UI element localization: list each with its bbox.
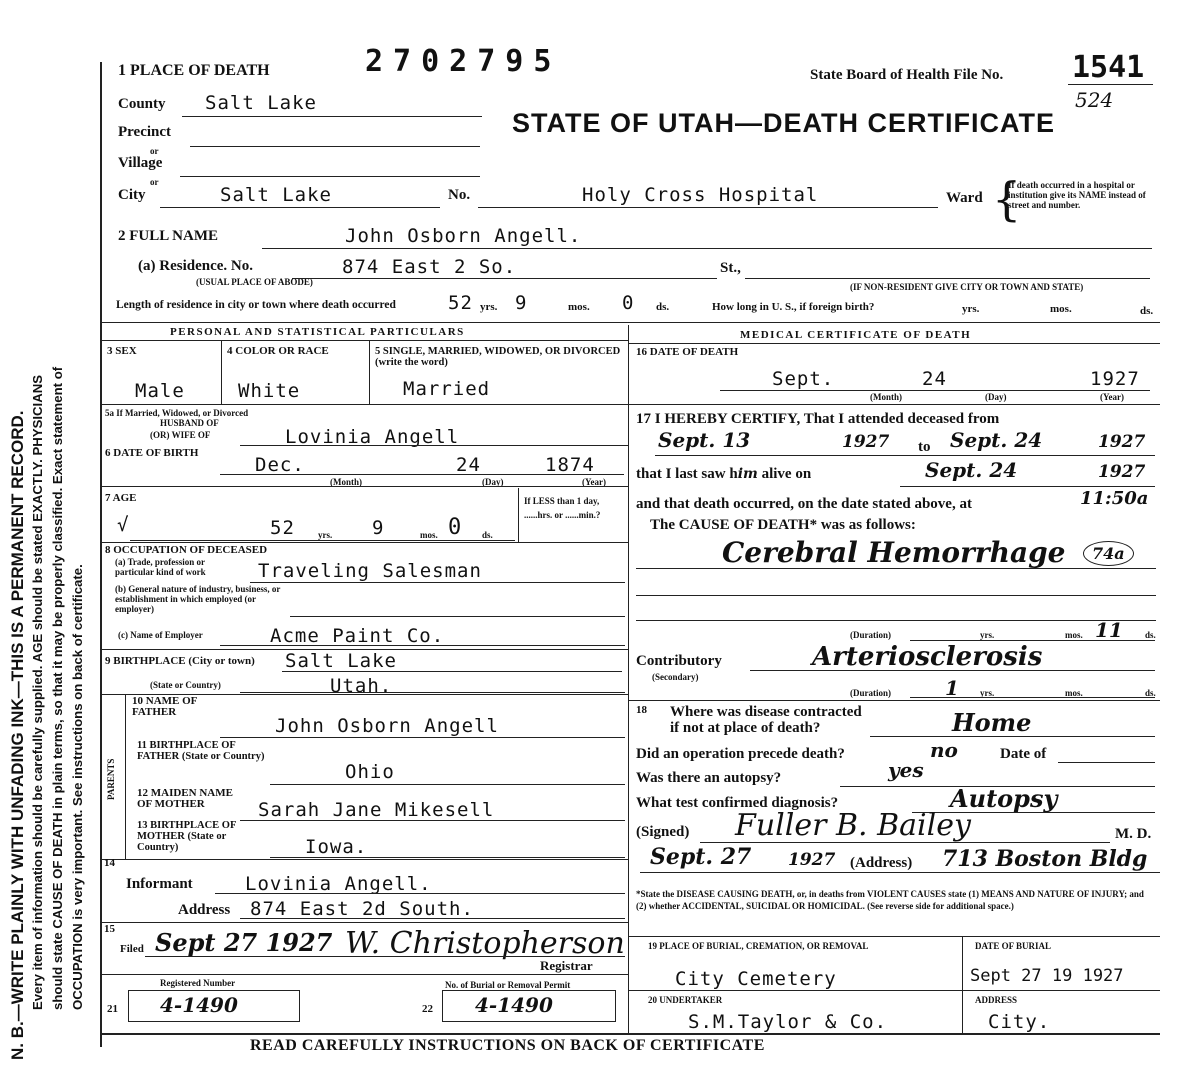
sign-date: Sept. 27 xyxy=(650,844,752,870)
dob-year-label: (Year) xyxy=(582,477,606,487)
birthplace-city: Salt Lake xyxy=(285,650,397,672)
file-no-label: State Board of Health File No. xyxy=(810,67,1004,83)
dod-day: 24 xyxy=(922,368,947,390)
us-mos-label: mos. xyxy=(1050,303,1072,315)
contributory-label: Contributory xyxy=(636,653,722,669)
informant-address: 874 East 2d South. xyxy=(250,898,474,920)
age-mos-label: mos. xyxy=(420,530,438,540)
or-1: or xyxy=(150,146,159,156)
burial-date-value: Sept 27 19 1927 xyxy=(970,966,1124,986)
age-ds-label: ds. xyxy=(482,530,493,540)
dod-year: 1927 xyxy=(1090,368,1140,390)
ward-note: If death occurred in a hospital or institution give its NAME instead of street and number. xyxy=(1008,180,1146,210)
hospital-value: Holy Cross Hospital xyxy=(582,184,819,206)
sign-year: 1927 xyxy=(788,850,836,870)
n18-label: 18 xyxy=(636,704,647,716)
dod-year-label: (Year) xyxy=(1100,392,1124,402)
medical-section-title: MEDICAL CERTIFICATE OF DEATH xyxy=(740,329,972,341)
cause-text: The CAUSE OF DEATH* was as follows: xyxy=(650,517,916,533)
sign-address: 713 Boston Bldg xyxy=(942,846,1148,872)
registrar-label: Registrar xyxy=(540,958,593,973)
dur-mos-value: 11 xyxy=(1095,618,1123,642)
autopsy-text: Was there an autopsy? xyxy=(636,770,782,786)
length-ds: 0 xyxy=(622,292,635,314)
operation-value: no xyxy=(930,738,958,762)
cause-value: Cerebral Hemorrhage xyxy=(722,536,1066,569)
mother-birthplace-label: 13 BIRTHPLACE OF MOTHER (State or Country) xyxy=(137,820,237,853)
undertaker-value: S.M.Taylor & Co. xyxy=(688,1011,888,1033)
last-saw-year: 1927 xyxy=(1098,462,1146,482)
city-value: Salt Lake xyxy=(220,184,332,206)
footnote: *State the DISEASE CAUSING DEATH, or, in deaths from VIOLENT CAUSES state (1) MEANS AND NATURE OF INJURY; and (2) whether ACCIDENTAL, SUICIDAL OR HOMICIDAL. (See reverse side for additional space.) xyxy=(636,889,1144,911)
n21-label: 21 xyxy=(107,1003,118,1015)
last-saw-text: that I last saw him alive on xyxy=(636,466,812,482)
birthplace-state-label: (State or Country) xyxy=(150,680,221,690)
age-ds: 0 xyxy=(448,515,463,540)
occupation-value: Traveling Salesman xyxy=(258,560,482,582)
duration2-label: (Duration) xyxy=(850,688,891,698)
length-mos: 9 xyxy=(515,292,528,314)
marital-value: Married xyxy=(403,378,491,400)
attended-from: Sept. 13 xyxy=(658,428,751,452)
color-value: White xyxy=(238,380,301,402)
test-value: Autopsy xyxy=(950,784,1058,813)
attended-from-year: 1927 xyxy=(842,432,890,452)
birthplace-label: 9 BIRTHPLACE (City or town) xyxy=(105,655,255,667)
file-no-2: 524 xyxy=(1075,88,1114,112)
dur-yrs-label: yrs. xyxy=(980,630,995,640)
mother-birthplace: Iowa. xyxy=(305,836,368,858)
autopsy-value: yes xyxy=(888,758,924,782)
duration-label: (Duration) xyxy=(850,630,891,640)
father-value: John Osborn Angell xyxy=(275,715,499,737)
mother-label: 12 MAIDEN NAME OF MOTHER xyxy=(137,787,233,810)
contracted-text-2: if not at place of death? xyxy=(670,720,821,736)
place-of-death-label: 1 PLACE OF DEATH xyxy=(118,62,270,79)
page-title: STATE OF UTAH—DEATH CERTIFICATE xyxy=(512,108,1055,138)
to-label: to xyxy=(918,439,931,455)
length-yrs-label: yrs. xyxy=(480,301,498,313)
city-label: City xyxy=(118,187,146,203)
death-occurred-text: and that death occurred, on the date stated above, at xyxy=(636,496,972,512)
spouse-label-a: 5a If Married, Widowed, or Divorced xyxy=(105,408,249,418)
village-label: Village xyxy=(118,155,163,171)
side-note-line2: Every item of information should be carefully supplied. AGE should be stated EXACTLY. PHYSICIANS xyxy=(30,374,45,1010)
age-less-label: If LESS than 1 day, ......hrs. or ......min.? xyxy=(524,496,601,520)
age-yrs: 52 xyxy=(270,517,295,539)
side-notes xyxy=(0,0,96,1075)
full-name-label: 2 FULL NAME xyxy=(118,228,219,244)
side-note-line1: N. B.—WRITE PLAINLY WITH UNFADING INK—THIS IS A PERMANENT RECORD. xyxy=(8,410,27,1060)
burial-permit-value: 4-1490 xyxy=(475,993,553,1017)
test-text: What test confirmed diagnosis? xyxy=(636,795,839,811)
dur-mos-label: mos. xyxy=(1065,630,1083,640)
registrar-signature: W. Christopherson xyxy=(345,926,625,961)
signed-label: (Signed) xyxy=(636,824,690,840)
md-label: M. D. xyxy=(1115,826,1152,842)
employer-label: (c) Name of Employer xyxy=(118,630,203,640)
length-yrs: 52 xyxy=(448,292,473,314)
ward-label: Ward xyxy=(946,190,983,206)
sex-label: 3 SEX xyxy=(107,345,137,357)
footer-instructions: READ CAREFULLY INSTRUCTIONS ON BACK OF CERTIFICATE xyxy=(250,1037,765,1054)
dur2-yrs-value: 1 xyxy=(945,676,959,700)
father-birthplace: Ohio xyxy=(345,761,395,783)
father-label: 10 NAME OF FATHER xyxy=(132,695,197,718)
or-2: or xyxy=(150,177,159,187)
us-yrs-label: yrs. xyxy=(962,303,980,315)
n15-label: 15 xyxy=(104,923,115,935)
birthplace-state: Utah. xyxy=(330,675,393,697)
dob-year: 1874 xyxy=(545,454,595,476)
reg-num-value: 4-1490 xyxy=(160,993,238,1017)
dob-month-label: (Month) xyxy=(330,477,362,487)
informant-label: Informant xyxy=(126,876,193,892)
occupation-label: 8 OCCUPATION OF DECEASED xyxy=(105,544,268,556)
n14-label: 14 xyxy=(104,857,115,869)
dob-label: 6 DATE OF BIRTH xyxy=(105,447,199,459)
dob-month: Dec. xyxy=(255,454,305,476)
sign-address-label: (Address) xyxy=(850,855,913,871)
side-note-line4: OCCUPATION is very important. See instructions on back of certificate. xyxy=(70,564,85,1010)
dod-month: Sept. xyxy=(772,368,835,390)
mother-value: Sarah Jane Mikesell xyxy=(258,799,495,821)
employer-value: Acme Paint Co. xyxy=(270,625,445,647)
full-name-value: John Osborn Angell. xyxy=(345,225,582,247)
dob-day-label: (Day) xyxy=(482,477,504,487)
undertaker-label: 20 UNDERTAKER xyxy=(648,995,723,1005)
parents-label: PARENTS xyxy=(106,758,116,800)
age-label: 7 AGE xyxy=(105,492,137,504)
length-mos-label: mos. xyxy=(568,301,590,313)
father-birthplace-label: 11 BIRTHPLACE OF FATHER (State or Country) xyxy=(137,740,265,762)
precinct-label: Precinct xyxy=(118,124,172,140)
date-of-label: Date of xyxy=(1000,746,1047,762)
death-time: 11:50a xyxy=(1080,488,1149,509)
burial-date-label: DATE OF BURIAL xyxy=(975,941,1052,951)
last-saw-date: Sept. 24 xyxy=(925,458,1018,482)
burial-permit-label: No. of Burial or Removal Permit xyxy=(445,980,571,990)
contributory-value: Arteriosclerosis xyxy=(812,642,1043,672)
certificate-number: 2702795 xyxy=(365,44,562,79)
reg-num-label: Registered Number xyxy=(160,978,236,988)
length-ds-label: ds. xyxy=(656,301,670,313)
personal-section-title: PERSONAL AND STATISTICAL PARTICULARS xyxy=(170,326,465,338)
operation-text: Did an operation precede death? xyxy=(636,746,845,762)
filed-label: Filed xyxy=(120,943,144,955)
informant-address-label: Address xyxy=(178,902,231,918)
undertaker-address-label: ADDRESS xyxy=(975,995,1018,1005)
dur2-mos-label: mos. xyxy=(1065,688,1083,698)
dod-label: 16 DATE OF DEATH xyxy=(636,346,739,358)
cause-code: 74a xyxy=(1083,541,1134,566)
occupation-b-label: (b) General nature of industry, business, or establishment in which employed (or employer) xyxy=(115,584,281,614)
burial-place-label: 19 PLACE OF BURIAL, CREMATION, OR REMOVAL xyxy=(648,941,869,951)
us-ds-label: ds. xyxy=(1140,305,1154,317)
age-mos: 9 xyxy=(372,517,385,539)
residence-label: (a) Residence. No. xyxy=(138,258,253,274)
dod-day-label: (Day) xyxy=(985,392,1007,402)
side-note-line3: should state CAUSE OF DEATH in plain terms, so that it may be properly classified. Exact statement of xyxy=(50,366,65,1010)
age-yrs-label: yrs. xyxy=(318,530,333,540)
filed-date: Sept 27 1927 xyxy=(155,928,333,957)
physician-signature: Fuller B. Bailey xyxy=(735,808,971,843)
spouse-value: Lovinia Angell xyxy=(285,426,460,448)
sex-value: Male xyxy=(135,380,185,402)
informant-value: Lovinia Angell. xyxy=(245,873,432,895)
dur2-yrs-label: yrs. xyxy=(980,688,995,698)
certify-text: 17 I HEREBY CERTIFY, That I attended deceased from xyxy=(636,411,1000,427)
age-check: √ xyxy=(117,514,130,536)
ward-brace: { xyxy=(992,172,1022,226)
contracted-text: Where was disease contracted xyxy=(670,704,862,720)
spouse-label-c: (OR) WIFE OF xyxy=(150,430,211,440)
dod-month-label: (Month) xyxy=(870,392,902,402)
us-label: How long in U. S., if foreign birth? xyxy=(712,301,875,313)
dur2-ds-label: ds. xyxy=(1145,688,1156,698)
file-no: 1541 xyxy=(1072,50,1145,85)
dur-ds-label: ds. xyxy=(1145,630,1156,640)
nonresident-note: (IF NON-RESIDENT GIVE CITY OR TOWN AND STATE) xyxy=(850,282,1084,292)
attended-to: Sept. 24 xyxy=(950,428,1043,452)
county-value: Salt Lake xyxy=(205,92,317,114)
residence-value: 874 East 2 So. xyxy=(342,256,517,278)
secondary-label: (Secondary) xyxy=(652,672,699,682)
dob-day: 24 xyxy=(456,454,481,476)
occupation-a-label: (a) Trade, profession or particular kind of work xyxy=(115,557,206,577)
n22-label: 22 xyxy=(422,1003,433,1015)
marital-label: 5 SINGLE, MARRIED, WIDOWED, OR DIVORCED (write the word) xyxy=(375,346,621,368)
no-label: No. xyxy=(448,187,471,203)
contracted-value: Home xyxy=(952,708,1032,737)
residence-sub: (USUAL PLACE OF ABODE) xyxy=(196,277,313,287)
residence-st-label: St., xyxy=(720,260,741,276)
attended-to-year: 1927 xyxy=(1098,432,1146,452)
color-label: 4 COLOR OR RACE xyxy=(227,345,329,357)
length-label: Length of residence in city or town where death occurred xyxy=(116,299,396,311)
undertaker-address-value: City. xyxy=(988,1011,1051,1033)
county-label: County xyxy=(118,96,166,112)
burial-place-value: City Cemetery xyxy=(675,968,837,990)
spouse-label-b: HUSBAND OF xyxy=(160,418,219,428)
